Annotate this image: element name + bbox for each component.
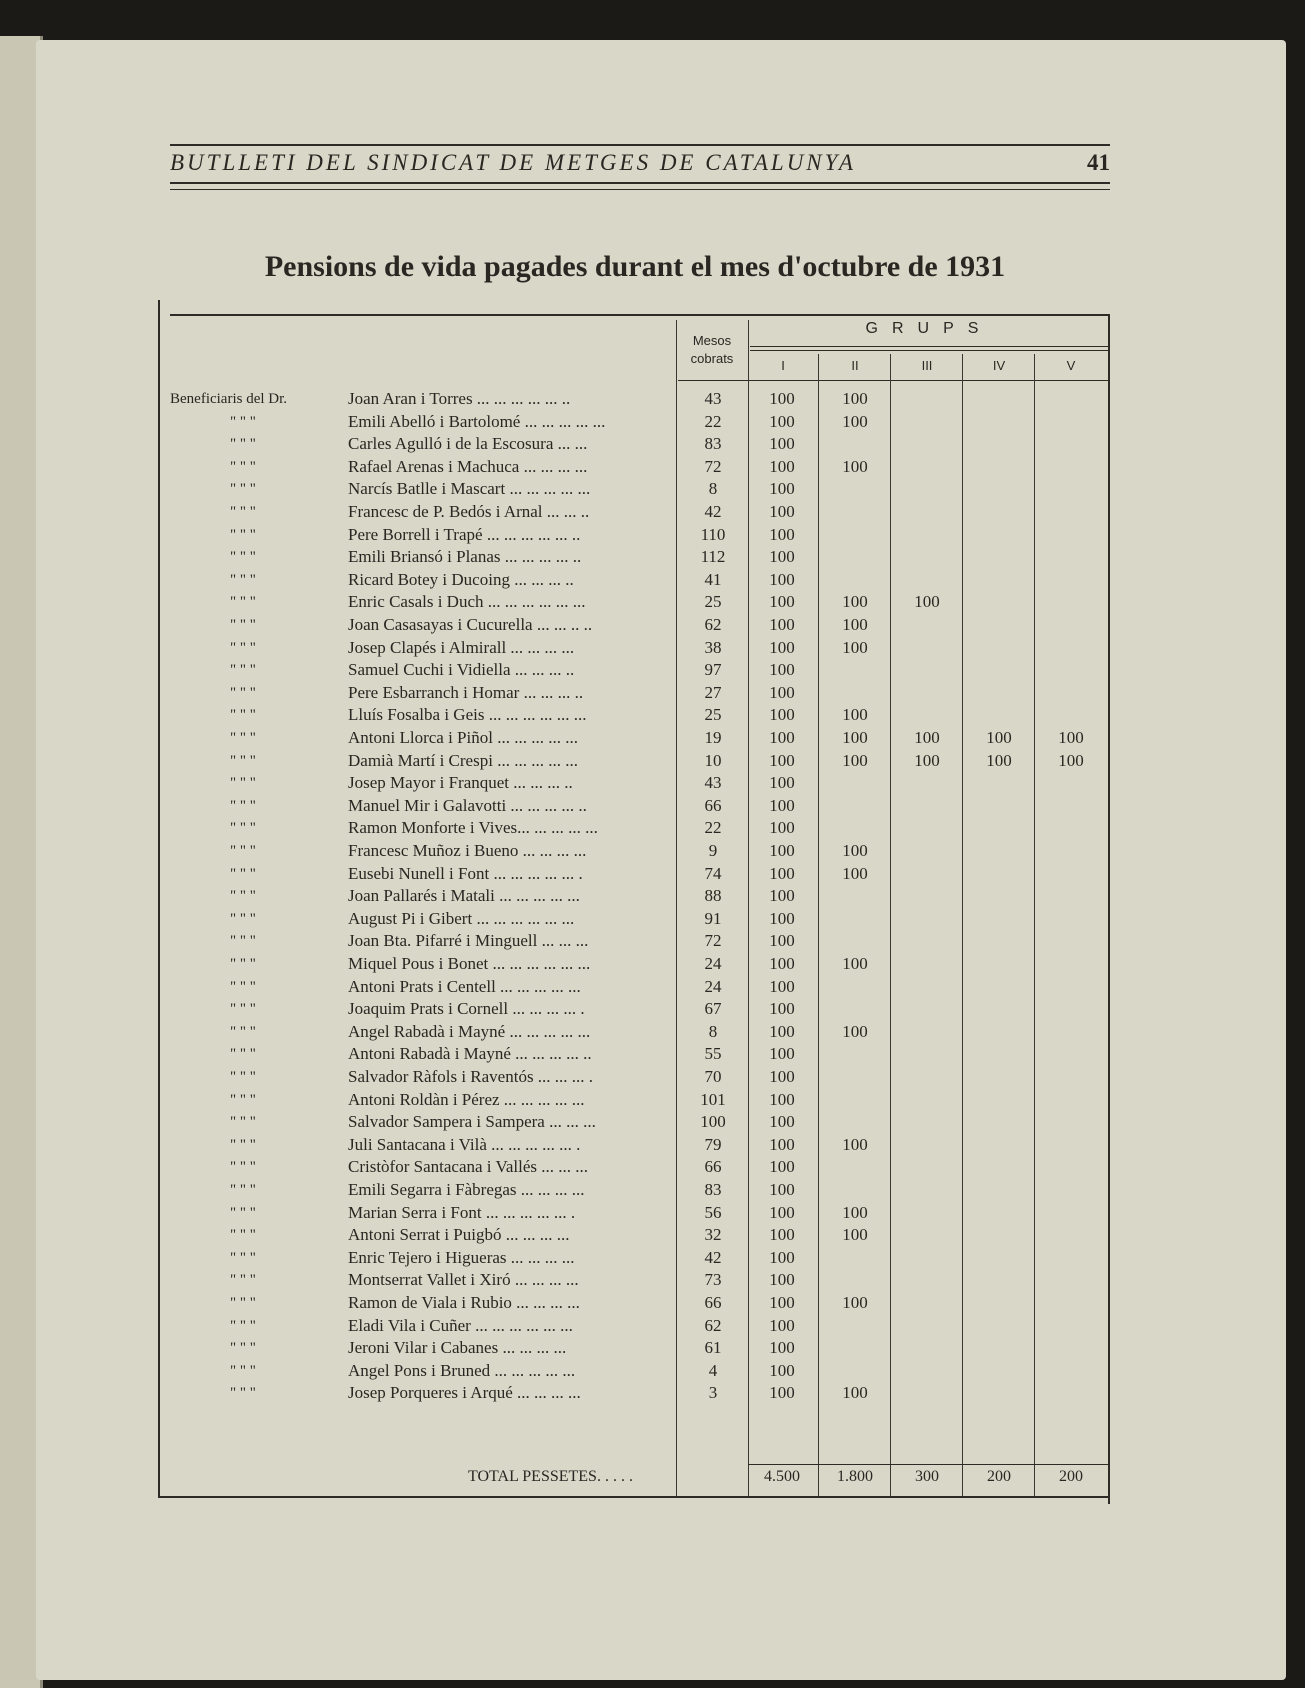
table-row <box>170 817 1110 840</box>
beneficiary-name: Josep Mayor i Franquet ... ... ... .. <box>348 773 573 793</box>
row-prefix: " " " <box>230 933 256 950</box>
beneficiary-name: Josep Porqueres i Arqué ... ... ... ... <box>348 1383 581 1403</box>
table-row <box>170 1179 1110 1202</box>
months-paid: 112 <box>700 547 726 567</box>
group-1-amount: 100 <box>769 1270 795 1290</box>
table-row <box>170 727 1110 750</box>
row-prefix: " " " <box>230 1227 256 1244</box>
table-row <box>170 976 1110 999</box>
table-row <box>170 433 1110 456</box>
header-bottom-rule <box>170 182 1110 184</box>
group-2-amount: 100 <box>842 728 868 747</box>
group-1-amount: 100 <box>769 569 795 589</box>
group-2-amount: 100 <box>842 750 868 770</box>
group-1-header: I <box>781 358 785 373</box>
row-prefix: " " " <box>230 1340 256 1357</box>
months-paid: 83 <box>704 434 722 454</box>
table-row <box>170 1202 1110 1225</box>
beneficiary-name: Pere Esbarranch i Homar ... ... ... .. <box>348 682 584 702</box>
months-paid: 27 <box>704 682 722 702</box>
months-paid: 100 <box>700 1112 726 1132</box>
table-row <box>170 1337 1110 1360</box>
group-1-amount: 100 <box>769 1293 795 1312</box>
journal-title: BUTLLETI DEL SINDICAT DE METGES DE CATALUNYA <box>170 150 856 175</box>
group-2-amount: 100 <box>842 1134 868 1154</box>
table-row <box>170 1360 1110 1383</box>
months-paid: 8 <box>708 479 718 499</box>
group-3-header: III <box>921 358 933 373</box>
group-3-amount: 100 <box>914 750 940 770</box>
row-prefix: " " " <box>230 1114 256 1131</box>
group-3-amount: 100 <box>914 592 940 612</box>
beneficiary-name: Joan Bta. Pifarré i Minguell ... ... ... <box>348 931 589 951</box>
table-row <box>170 953 1110 976</box>
table-row <box>170 885 1110 908</box>
total-group-1: 4.500 <box>764 1468 800 1485</box>
group-1-amount: 100 <box>769 1315 795 1335</box>
months-paid: 83 <box>704 1180 722 1199</box>
row-prefix: " " " <box>230 730 256 746</box>
beneficiary-name: Joan Pallarés i Matali ... ... ... ... ... <box>348 886 580 906</box>
row-prefix: " " " <box>230 413 256 430</box>
group-5-amount: 100 <box>1058 728 1084 747</box>
row-prefix: Beneficiaris del Dr. <box>170 391 288 407</box>
row-prefix: " " " <box>230 843 256 859</box>
months-paid: 24 <box>704 954 722 973</box>
row-prefix: " " " <box>230 1023 256 1040</box>
months-paid: 72 <box>704 931 722 951</box>
beneficiary-name: Cristòfor Santacana i Vallés ... ... ... <box>348 1157 589 1177</box>
months-paid: 8 <box>708 1021 718 1041</box>
group-2-amount: 100 <box>842 456 868 476</box>
row-prefix: " " " <box>230 707 256 724</box>
row-prefix: " " " <box>230 1159 256 1176</box>
beneficiary-name: Salvador Ràfols i Raventós ... ... ... . <box>348 1067 594 1086</box>
table-row <box>170 456 1110 479</box>
group-1-amount: 100 <box>769 886 795 906</box>
group-1-amount: 100 <box>769 1247 795 1267</box>
group-1-amount: 100 <box>769 976 795 996</box>
totals-row <box>170 1468 1110 1494</box>
table-row <box>170 1292 1110 1315</box>
group-1-amount: 100 <box>769 728 795 747</box>
table-row <box>170 659 1110 682</box>
group-2-amount: 100 <box>842 954 868 973</box>
months-paid: 79 <box>704 1134 722 1154</box>
months-paid: 41 <box>704 569 722 589</box>
group-1-amount: 100 <box>769 502 795 521</box>
row-prefix: " " " <box>230 1136 256 1153</box>
table-row <box>170 998 1110 1021</box>
group-5-header: V <box>1066 358 1076 373</box>
table-row <box>170 795 1110 818</box>
months-paid: 74 <box>704 863 722 883</box>
beneficiary-name: Salvador Sampera i Sampera ... ... ... <box>348 1112 596 1132</box>
months-paid: 43 <box>704 773 722 793</box>
table-top-rule <box>170 314 1110 316</box>
group-2-amount: 100 <box>842 1383 868 1403</box>
row-prefix: " " " <box>230 662 256 679</box>
months-paid: 56 <box>704 1202 722 1222</box>
row-prefix: " " " <box>230 481 256 498</box>
beneficiary-name: Rafael Arenas i Machuca ... ... ... ... <box>348 456 588 476</box>
row-prefix: " " " <box>230 1385 256 1402</box>
months-paid: 22 <box>704 818 722 838</box>
months-paid: 72 <box>704 456 722 476</box>
row-prefix: " " " <box>230 1046 256 1063</box>
table-row <box>170 682 1110 705</box>
months-paid: 10 <box>704 750 722 770</box>
group-1-amount: 100 <box>769 1180 795 1199</box>
table-row <box>170 1021 1110 1044</box>
table-row <box>170 772 1110 795</box>
group-1-amount: 100 <box>769 456 795 476</box>
months-paid: 55 <box>704 1044 722 1064</box>
beneficiary-name: Antoni Llorca i Piñol ... ... ... ... ... <box>348 728 578 747</box>
table-row <box>170 1382 1110 1405</box>
group-1-amount: 100 <box>769 1383 795 1403</box>
beneficiary-name: August Pi i Gibert ... ... ... ... ... ... <box>348 908 575 928</box>
months-paid: 4 <box>708 1360 718 1380</box>
group-1-amount: 100 <box>769 547 795 567</box>
grups-header: GRUPS <box>865 320 993 337</box>
row-prefix: " " " <box>230 1317 256 1334</box>
group-2-amount: 100 <box>842 411 868 431</box>
group-2-amount: 100 <box>842 1202 868 1222</box>
table-left-border <box>158 300 160 1496</box>
group-1-amount: 100 <box>769 592 795 612</box>
row-prefix: " " " <box>230 1362 256 1379</box>
total-group-5: 200 <box>1059 1468 1083 1485</box>
group-1-amount: 100 <box>769 931 795 951</box>
beneficiary-name: Miquel Pous i Bonet ... ... ... ... ... ... <box>348 954 591 973</box>
months-paid: 62 <box>704 615 722 634</box>
beneficiary-name: Angel Rabadà i Mayné ... ... ... ... ... <box>348 1021 591 1041</box>
beneficiary-name: Ricard Botey i Ducoing ... ... ... .. <box>348 569 574 589</box>
grups-rule <box>750 346 1108 347</box>
group-1-amount: 100 <box>769 637 795 657</box>
group-4-header: IV <box>992 358 1006 373</box>
months-paid: 66 <box>704 1293 722 1312</box>
beneficiary-name: Damià Martí i Crespi ... ... ... ... ... <box>348 750 578 770</box>
beneficiary-name: Manuel Mir i Galavotti ... ... ... ... .. <box>348 795 587 815</box>
months-paid: 62 <box>704 1315 722 1335</box>
group-1-amount: 100 <box>769 999 795 1019</box>
table-row <box>170 1111 1110 1134</box>
table-row <box>170 478 1110 501</box>
table-row <box>170 546 1110 569</box>
months-paid: 70 <box>704 1067 722 1086</box>
group-1-amount: 100 <box>769 1134 795 1154</box>
table-row <box>170 1247 1110 1270</box>
group-2-amount: 100 <box>842 1225 868 1245</box>
group-2-amount: 100 <box>842 841 868 860</box>
row-prefix: " " " <box>230 1182 256 1198</box>
months-paid: 9 <box>708 841 718 860</box>
group-1-amount: 100 <box>769 954 795 973</box>
table-row <box>170 840 1110 863</box>
table-row <box>170 591 1110 614</box>
row-prefix: " " " <box>230 820 256 837</box>
beneficiary-name: Emili Segarra i Fàbregas ... ... ... ... <box>348 1180 585 1199</box>
group-1-amount: 100 <box>769 682 795 702</box>
months-paid: 91 <box>704 908 722 928</box>
beneficiary-name: Eusebi Nunell i Font ... ... ... ... ... . <box>348 863 583 883</box>
group-1-amount: 100 <box>769 411 795 431</box>
months-paid: 19 <box>704 728 722 747</box>
group-1-amount: 100 <box>769 1225 795 1245</box>
group-2-amount: 100 <box>842 1021 868 1041</box>
table-bottom-rule <box>158 1496 1110 1498</box>
months-paid: 22 <box>704 411 722 431</box>
group-1-amount: 100 <box>769 660 795 680</box>
months-paid: 73 <box>704 1270 722 1290</box>
group-1-amount: 100 <box>769 615 795 634</box>
beneficiary-name: Eladi Vila i Cuñer ... ... ... ... ... ... <box>348 1315 573 1335</box>
group-1-amount: 100 <box>769 908 795 928</box>
table-row <box>170 1315 1110 1338</box>
beneficiary-name: Francesc Muñoz i Bueno ... ... ... ... <box>348 841 587 860</box>
beneficiary-name: Ramon de Viala i Rubio ... ... ... ... <box>348 1293 580 1312</box>
beneficiary-name: Emili Abelló i Bartolomé ... ... ... ... ... <box>348 411 606 431</box>
table-row <box>170 863 1110 886</box>
beneficiary-name: Antoni Roldàn i Pérez ... ... ... ... ... <box>348 1089 585 1109</box>
beneficiary-name: Juli Santacana i Vilà ... ... ... ... ... . <box>348 1134 581 1154</box>
table-row <box>170 704 1110 727</box>
total-group-3: 300 <box>915 1468 939 1485</box>
months-paid: 88 <box>704 886 722 906</box>
table-row <box>170 1224 1110 1247</box>
row-prefix: " " " <box>230 1001 256 1018</box>
months-paid: 66 <box>704 795 722 815</box>
row-prefix: " " " <box>230 752 256 769</box>
group-1-amount: 100 <box>769 863 795 883</box>
row-prefix: " " " <box>230 549 256 566</box>
beneficiary-name: Emili Briansó i Planas ... ... ... ... .. <box>348 547 582 567</box>
group-1-amount: 100 <box>769 1360 795 1380</box>
beneficiary-name: Carles Agulló i de la Escosura ... ... <box>348 434 588 454</box>
beneficiary-name: Angel Pons i Bruned ... ... ... ... ... <box>348 1360 576 1380</box>
total-group-4: 200 <box>987 1468 1011 1485</box>
table-row <box>170 569 1110 592</box>
table-row <box>170 1156 1110 1179</box>
beneficiary-name: Josep Clapés i Almirall ... ... ... ... <box>348 637 575 657</box>
grups-rule-2 <box>750 350 1108 351</box>
row-prefix: " " " <box>230 888 256 905</box>
beneficiary-name: Narcís Batlle i Mascart ... ... ... ... ... <box>348 479 591 499</box>
beneficiary-name: Marian Serra i Font ... ... ... ... ... . <box>348 1202 576 1222</box>
group-1-amount: 100 <box>769 705 795 725</box>
months-paid: 66 <box>704 1157 722 1177</box>
row-prefix: " " " <box>230 775 256 792</box>
months-paid: 67 <box>704 999 722 1019</box>
table-row <box>170 524 1110 547</box>
header-bottom-rule-2 <box>170 189 1110 190</box>
table-row <box>170 411 1110 434</box>
table-row <box>170 388 1110 411</box>
group-2-header: II <box>851 358 859 373</box>
beneficiary-name: Montserrat Vallet i Xiró ... ... ... ... <box>348 1270 579 1290</box>
row-prefix: " " " <box>230 504 256 520</box>
table-row <box>170 1269 1110 1292</box>
months-paid: 38 <box>704 637 722 657</box>
group-2-amount: 100 <box>842 592 868 612</box>
months-paid: 110 <box>700 524 726 544</box>
months-paid: 97 <box>704 660 722 680</box>
beneficiary-name: Joaquim Prats i Cornell ... ... ... ... . <box>348 999 585 1019</box>
total-group-2: 1.800 <box>837 1468 873 1485</box>
group-2-amount: 100 <box>842 389 868 408</box>
row-prefix: " " " <box>230 1204 256 1221</box>
pensions-table <box>170 314 1110 1498</box>
group-1-amount: 100 <box>769 1202 795 1222</box>
group-1-amount: 100 <box>769 841 795 860</box>
months-paid: 3 <box>708 1383 718 1403</box>
group-1-amount: 100 <box>769 1338 795 1358</box>
beneficiary-name: Enric Casals i Duch ... ... ... ... ... ... <box>348 592 586 612</box>
group-1-amount: 100 <box>769 795 795 815</box>
beneficiary-name: Joan Aran i Torres ... ... ... ... ... .. <box>348 389 571 408</box>
table-row <box>170 614 1110 637</box>
beneficiary-name: Antoni Rabadà i Mayné ... ... ... ... .. <box>348 1044 592 1064</box>
months-paid: 24 <box>704 976 722 996</box>
page-number: 41 <box>1087 150 1110 175</box>
beneficiary-name: Pere Borrell i Trapé ... ... ... ... ... .. <box>348 524 581 544</box>
row-prefix: " " " <box>230 526 256 543</box>
group-4-amount: 100 <box>986 728 1012 747</box>
beneficiary-name: Antoni Prats i Centell ... ... ... ... ... <box>348 976 581 996</box>
row-prefix: " " " <box>230 865 256 882</box>
group-2-amount: 100 <box>842 863 868 883</box>
beneficiary-name: Francesc de P. Bedós i Arnal ... ... .. <box>348 502 590 521</box>
months-paid: 32 <box>704 1225 722 1245</box>
group-1-amount: 100 <box>769 389 795 408</box>
group-3-amount: 100 <box>914 728 940 747</box>
row-prefix: " " " <box>230 978 256 995</box>
total-label: TOTAL PESSETES. . . . . <box>468 1468 633 1485</box>
group-4-amount: 100 <box>986 750 1012 770</box>
months-paid: 101 <box>700 1089 726 1109</box>
months-paid: 42 <box>704 502 722 521</box>
row-prefix: " " " <box>230 458 256 475</box>
months-paid: 43 <box>704 389 722 408</box>
table-row <box>170 1043 1110 1066</box>
group-1-amount: 100 <box>769 1067 795 1086</box>
group-2-amount: 100 <box>842 615 868 634</box>
beneficiary-name: Jeroni Vilar i Cabanes ... ... ... ... <box>348 1338 567 1358</box>
table-row <box>170 908 1110 931</box>
group-5-amount: 100 <box>1058 750 1084 770</box>
running-header <box>170 150 1110 176</box>
group-1-amount: 100 <box>769 479 795 499</box>
group-1-amount: 100 <box>769 773 795 793</box>
table-row <box>170 637 1110 660</box>
table-row <box>170 501 1110 524</box>
table-row <box>170 1066 1110 1089</box>
group-1-amount: 100 <box>769 750 795 770</box>
row-prefix: " " " <box>230 956 256 972</box>
row-prefix: " " " <box>230 571 256 588</box>
months-paid: 61 <box>704 1338 722 1358</box>
group-2-amount: 100 <box>842 637 868 657</box>
row-prefix: " " " <box>230 1272 256 1289</box>
header-top-rule <box>170 144 1110 146</box>
beneficiary-name: Enric Tejero i Higueras ... ... ... ... <box>348 1247 575 1267</box>
beneficiary-name: Joan Casasayas i Cucurella ... ... .. .. <box>348 615 593 634</box>
table-row <box>170 1134 1110 1157</box>
months-paid: 25 <box>704 705 722 725</box>
group-1-amount: 100 <box>769 524 795 544</box>
group-1-amount: 100 <box>769 1157 795 1177</box>
row-prefix: " " " <box>230 1295 256 1311</box>
totals-rule <box>748 1464 1108 1465</box>
row-prefix: " " " <box>230 639 256 656</box>
months-paid: 42 <box>704 1247 722 1267</box>
group-1-amount: 100 <box>769 434 795 454</box>
beneficiary-name: Lluís Fosalba i Geis ... ... ... ... ... ... <box>348 705 587 725</box>
header-underline <box>678 380 1108 381</box>
row-prefix: " " " <box>230 617 256 633</box>
row-prefix: " " " <box>230 797 256 814</box>
mesos-header: Mesos cobrats <box>690 333 734 366</box>
beneficiary-name: Antoni Serrat i Puigbó ... ... ... ... <box>348 1225 570 1245</box>
group-2-amount: 100 <box>842 705 868 725</box>
group-1-amount: 100 <box>769 818 795 838</box>
group-2-amount: 100 <box>842 1293 868 1312</box>
page-title: Pensions de vida pagades durant el mes d'octubre de 1931 <box>264 250 1006 283</box>
row-prefix: " " " <box>230 684 256 701</box>
group-1-amount: 100 <box>769 1021 795 1041</box>
table-row <box>170 750 1110 773</box>
group-1-amount: 100 <box>769 1112 795 1132</box>
table-row <box>170 1089 1110 1112</box>
row-prefix: " " " <box>230 1091 256 1108</box>
table-row <box>170 930 1110 953</box>
row-prefix: " " " <box>230 1249 256 1266</box>
row-prefix: " " " <box>230 910 256 927</box>
beneficiary-name: Ramon Monforte i Vives... ... ... ... ... <box>348 818 598 838</box>
beneficiary-name: Samuel Cuchi i Vidiella ... ... ... .. <box>348 660 575 680</box>
group-1-amount: 100 <box>769 1089 795 1109</box>
row-prefix: " " " <box>230 436 256 453</box>
months-paid: 25 <box>704 592 722 612</box>
group-1-amount: 100 <box>769 1044 795 1064</box>
row-prefix: " " " <box>230 594 256 611</box>
row-prefix: " " " <box>230 1069 256 1085</box>
